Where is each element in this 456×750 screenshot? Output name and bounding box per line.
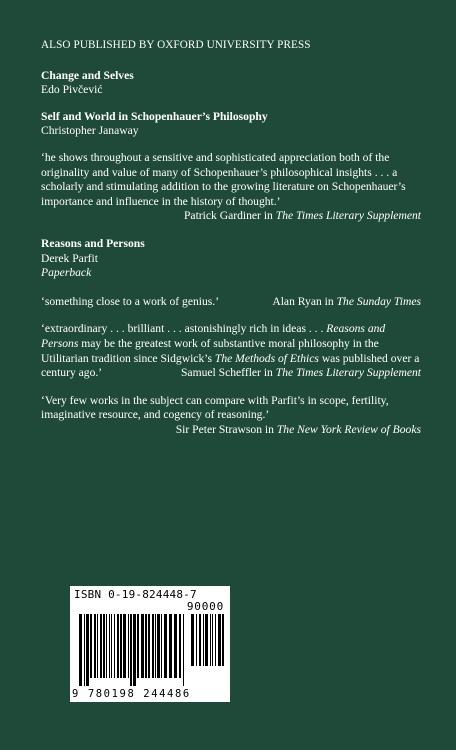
quote-segment: was published over a century ago.’ <box>41 351 420 380</box>
barcode-bar <box>86 614 89 686</box>
barcode-bar <box>148 614 150 678</box>
book-title: Change and Selves <box>41 68 134 82</box>
barcode-bar <box>222 614 224 666</box>
quote-segment: may be the greatest work of substantive moral philosophy in the Utilitarian tradition since Sidgwick’s <box>41 336 379 365</box>
review-quote <box>41 394 421 438</box>
barcode-bar <box>100 614 102 678</box>
barcode-bar <box>203 614 204 666</box>
barcode-bar <box>157 614 160 678</box>
barcode-bar <box>174 614 177 678</box>
barcode-bar <box>97 614 98 678</box>
barcode-bars <box>78 614 186 686</box>
barcode-bar <box>196 614 197 666</box>
barcode-bar <box>215 614 216 666</box>
barcode-bar <box>128 614 129 678</box>
barcode-bar <box>218 614 221 666</box>
book-author: Derek Parfit <box>41 251 98 265</box>
quote-attribution <box>41 209 421 224</box>
barcode-bar <box>164 614 167 678</box>
barcode-bar <box>183 614 184 686</box>
barcode <box>70 586 230 702</box>
barcode-bar <box>111 614 112 678</box>
quote-text: ‘he shows throughout a sensitive and sophisticated appreciation both of the originality and value of many of Schopenhauer’s philosophical insights . . . a scholarly and stimulating addition to the growing literature on Schopenhauer’s importance and influence in the history of thought.’ <box>41 150 406 208</box>
barcode-bar <box>145 614 147 678</box>
book-title: Self and World in Schopenhauer’s Philosophy <box>41 109 268 123</box>
barcode-bar <box>210 614 211 666</box>
barcode-bar <box>161 614 162 678</box>
barcode-bar <box>179 614 181 678</box>
book-format: Paperback <box>41 266 92 280</box>
quote-line <box>41 295 421 310</box>
barcode-bar <box>106 614 107 678</box>
cover-text <box>41 38 421 450</box>
barcode-bar <box>123 614 126 678</box>
reviewer: Patrick Gardiner in <box>183 209 273 223</box>
isbn-number: ISBN 0-19-824448-7 <box>74 588 197 601</box>
book-author: Edo Pivčević <box>41 83 103 97</box>
barcode-bar <box>84 614 85 686</box>
barcode-bar <box>120 614 122 678</box>
barcode-bar <box>212 614 213 666</box>
quote-attribution <box>41 423 421 438</box>
barcode-bar <box>94 614 96 678</box>
publication: The Sunday Times <box>336 294 421 308</box>
book-entry <box>41 110 421 139</box>
barcode-bar <box>205 614 208 666</box>
ean-number: 9 780198 244486 <box>72 688 191 700</box>
barcode-bar <box>90 614 92 678</box>
review-quote <box>41 295 421 310</box>
barcode-bar <box>152 614 154 678</box>
book-entry <box>41 69 421 98</box>
reviewer: Samuel Scheffler in <box>180 366 273 380</box>
price-code: 90000 <box>186 600 224 613</box>
book-author: Christopher Janaway <box>41 124 139 138</box>
quote-text: ‘something close to a work of genius.’ <box>41 294 220 308</box>
reviewer: Sir Peter Strawson in <box>175 422 274 436</box>
quote-segment: ‘extraordinary . . . brilliant . . . astonishingly rich in ideas . . . <box>41 322 324 336</box>
barcode-bar <box>130 614 132 686</box>
book-entry <box>41 237 421 281</box>
reviewer: Alan Ryan in <box>272 294 334 308</box>
barcode-bar <box>117 614 119 678</box>
publication: The New York Review of Books <box>276 422 421 436</box>
barcode-bar <box>114 614 115 678</box>
publisher-heading: ALSO PUBLISHED BY OXFORD UNIVERSITY PRESS <box>41 39 311 51</box>
barcode-bar <box>199 614 201 666</box>
barcode-bar <box>155 614 156 678</box>
quote-attribution <box>272 295 421 310</box>
review-quote <box>41 322 421 380</box>
publication: The Times Literary Supplement <box>275 209 421 223</box>
publication: The Times Literary Supplement <box>275 366 421 380</box>
barcode-bar <box>79 614 82 686</box>
barcode-bar <box>109 614 110 678</box>
barcode-bar <box>133 614 136 686</box>
review-quote <box>41 151 421 224</box>
barcode-bar <box>169 614 172 678</box>
barcode-bar <box>141 614 144 678</box>
quote-book-title: Reasons and Persons <box>41 322 386 350</box>
quote-text: ‘Very few works in the subject can compare with Parfit’s in scope, fertility, imaginative resource, and cogency of reasoning.’ <box>41 393 389 422</box>
quote-book-title: The Methods of Ethics <box>214 351 319 365</box>
barcode-addon-bars <box>190 614 226 674</box>
barcode-bar <box>103 614 105 678</box>
book-title: Reasons and Persons <box>41 236 145 250</box>
barcode-bar <box>191 614 194 666</box>
barcode-bar <box>137 614 139 678</box>
